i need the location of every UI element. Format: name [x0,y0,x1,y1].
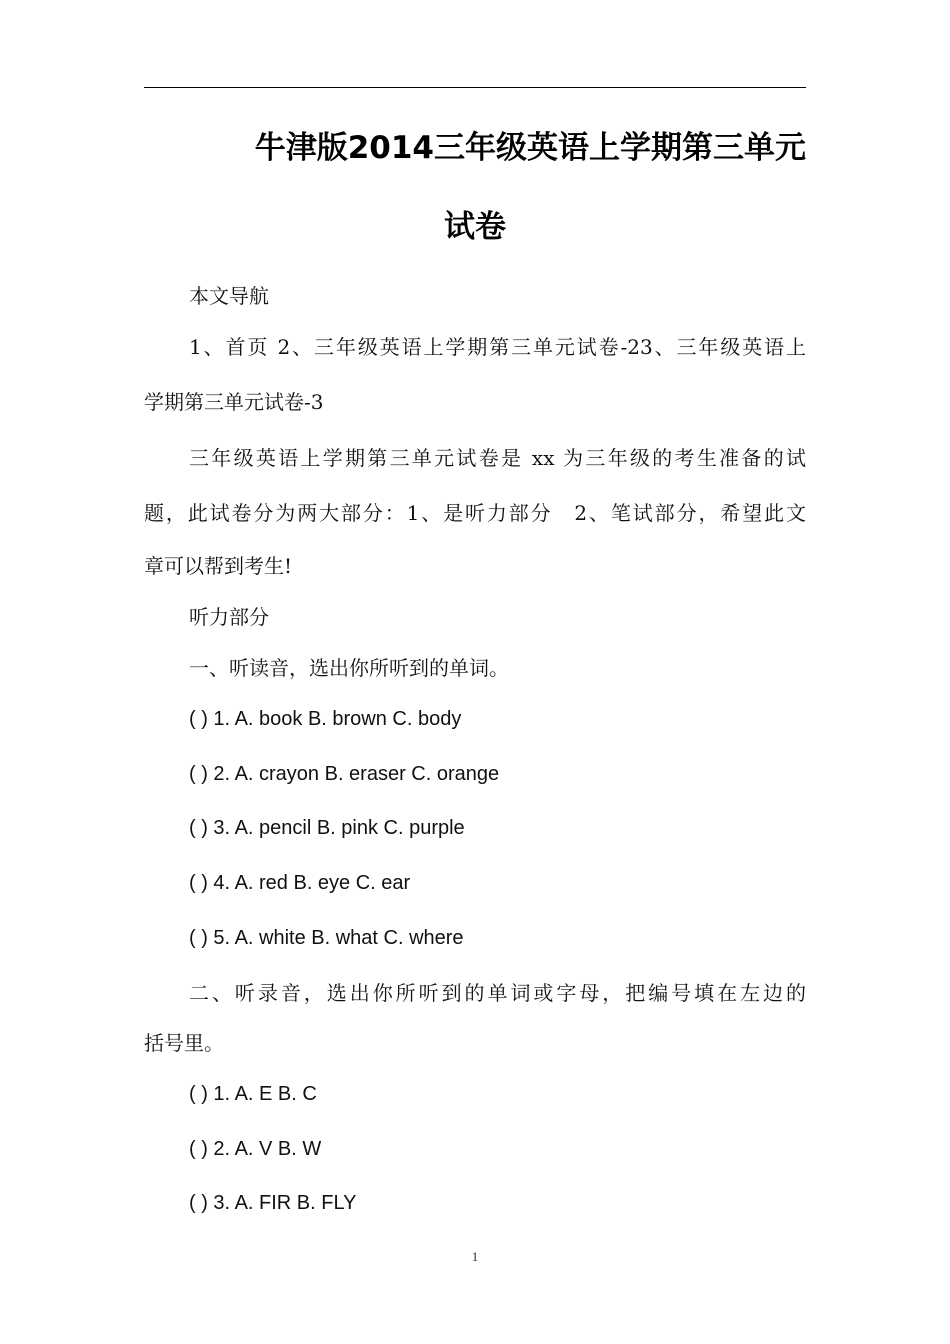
page-number: 1 [471,1249,479,1264]
question-item: ( ) 2. A. V B. W [189,1138,322,1160]
nav-links-line-2[interactable]: 学期第三单元试卷-3 [144,390,324,414]
document-title-line-1: 牛津版2014三年级英语上学期第三单元 [254,130,806,166]
section-2-heading-line-1: 二、听录音，选出你所听到的单词或字母，把编号填在左边的 [189,981,806,1005]
document-title-line-2: 试卷 [444,209,506,245]
nav-links-line-1[interactable]: 1、首页 2、三年级英语上学期第三单元试卷-23、三年级英语上 [189,335,806,359]
question-item: ( ) 3. A. pencil B. pink C. purple [189,817,465,839]
listening-heading: 听力部分 [189,605,269,629]
question-item: ( ) 1. A. book B. brown C. body [189,708,462,730]
question-item: ( ) 3. A. FIR B. FLY [189,1192,357,1214]
intro-line-3: 章可以帮到考生! [144,554,293,578]
section-2-heading-line-2: 括号里。 [144,1031,224,1055]
question-item: ( ) 5. A. white B. what C. where [189,927,464,949]
intro-line-2: 题，此试卷分为两大部分：1、是听力部分 2、笔试部分，希望此文 [144,501,806,525]
intro-line-1: 三年级英语上学期第三单元试卷是 xx 为三年级的考生准备的试 [189,446,806,470]
nav-heading: 本文导航 [189,284,269,308]
question-item: ( ) 2. A. crayon B. eraser C. orange [189,763,500,785]
header-rule [144,87,806,88]
question-item: ( ) 4. A. red B. eye C. ear [189,872,411,894]
question-item: ( ) 1. A. E B. C [189,1083,317,1105]
section-1-heading: 一、听读音，选出你所听到的单词。 [189,656,509,680]
